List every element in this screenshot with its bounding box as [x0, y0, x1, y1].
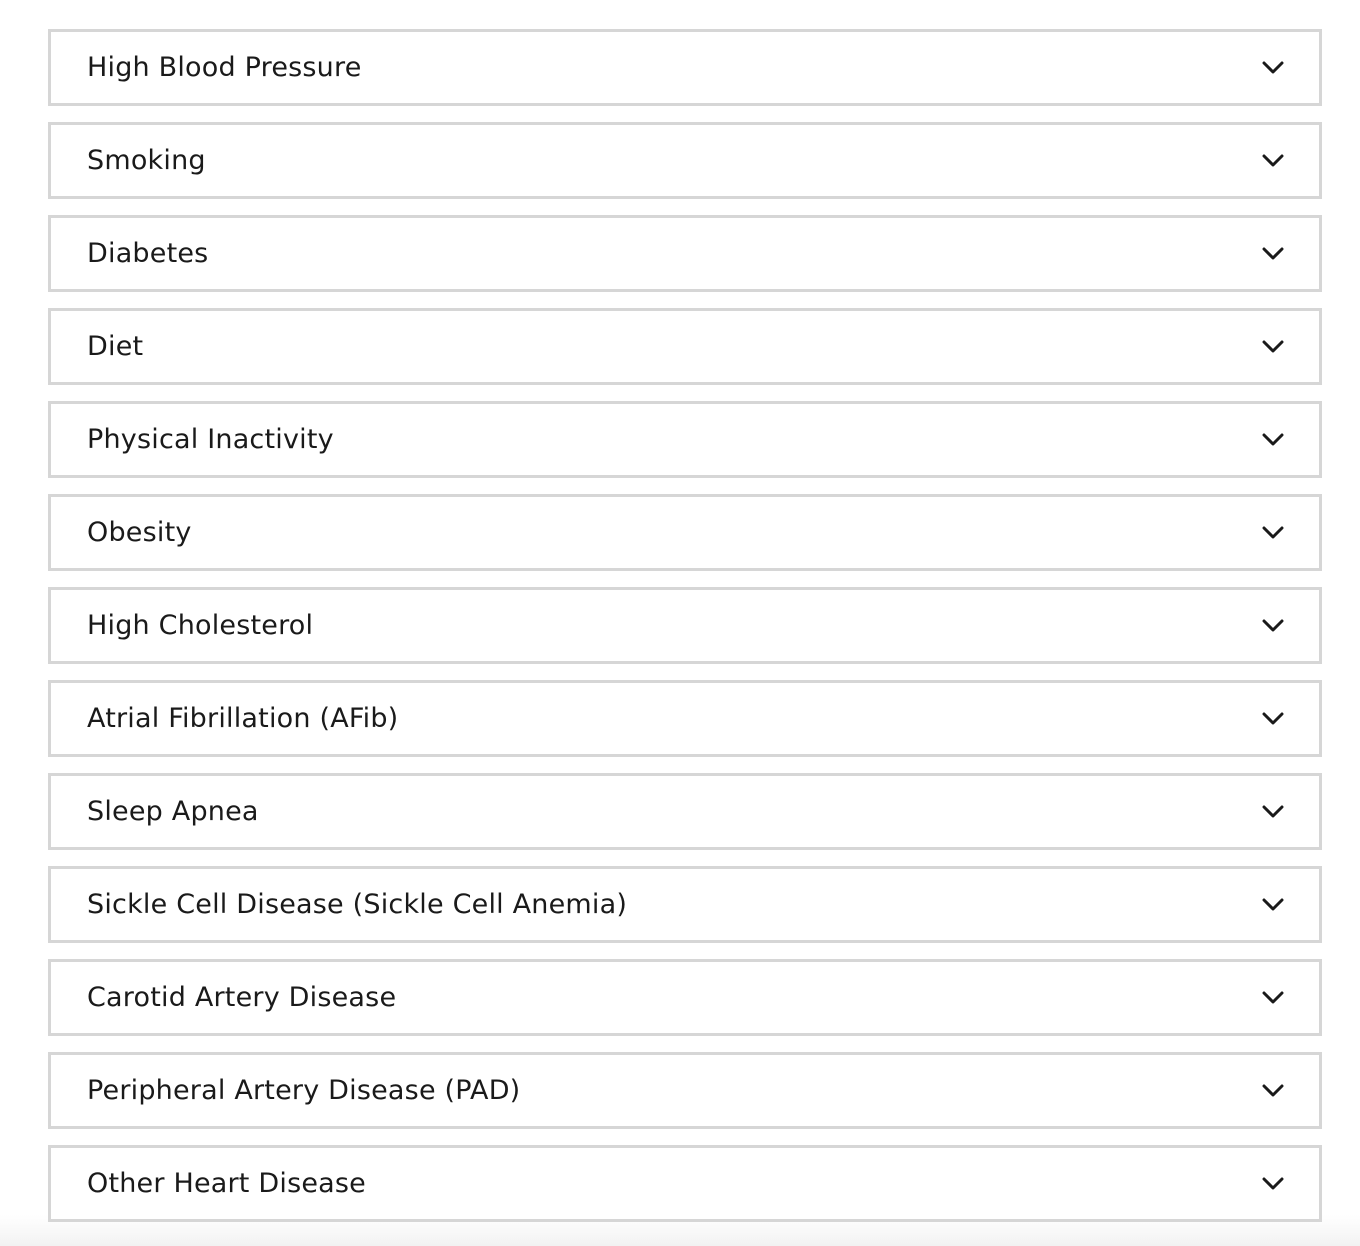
chevron-down-icon[interactable] [1257, 982, 1289, 1014]
accordion-item-diabetes[interactable] [48, 215, 1322, 292]
accordion-item-other-heart-disease[interactable] [48, 1145, 1322, 1222]
accordion-item-obesity[interactable] [48, 494, 1322, 571]
accordion-item-label: Other Heart Disease [87, 1168, 366, 1199]
accordion-item-label: Sleep Apnea [87, 796, 259, 827]
accordion-item-label: Sickle Cell Disease (Sickle Cell Anemia) [87, 889, 628, 920]
chevron-down-icon[interactable] [1257, 331, 1289, 363]
accordion-item-carotid-artery-disease[interactable] [48, 959, 1322, 1036]
accordion-item-peripheral-artery-disease[interactable] [48, 1052, 1322, 1129]
accordion-item-label: Carotid Artery Disease [87, 982, 397, 1013]
chevron-down-icon[interactable] [1257, 1075, 1289, 1107]
accordion-item-label: Diet [87, 331, 144, 362]
accordion-item-sleep-apnea[interactable] [48, 773, 1322, 850]
chevron-down-icon[interactable] [1257, 517, 1289, 549]
accordion-item-label: Smoking [87, 145, 206, 176]
accordion-item-atrial-fibrillation[interactable] [48, 680, 1322, 757]
accordion-item-label: Obesity [87, 517, 192, 548]
accordion-item-label: Atrial Fibrillation (AFib) [87, 703, 399, 734]
chevron-down-icon[interactable] [1257, 424, 1289, 456]
chevron-down-icon[interactable] [1257, 52, 1289, 84]
chevron-down-icon[interactable] [1257, 238, 1289, 270]
accordion-item-smoking[interactable] [48, 122, 1322, 199]
accordion-item-high-blood-pressure[interactable] [48, 29, 1322, 106]
chevron-down-icon[interactable] [1257, 145, 1289, 177]
chevron-down-icon[interactable] [1257, 796, 1289, 828]
accordion-item-label: Diabetes [87, 238, 209, 269]
accordion-item-label: Peripheral Artery Disease (PAD) [87, 1075, 521, 1106]
accordion-item-sickle-cell-disease[interactable] [48, 866, 1322, 943]
accordion-item-diet[interactable] [48, 308, 1322, 385]
chevron-down-icon[interactable] [1257, 703, 1289, 735]
accordion-item-label: Physical Inactivity [87, 424, 334, 455]
accordion-item-label: High Cholesterol [87, 610, 314, 641]
risk-factor-accordion [48, 29, 1322, 1238]
chevron-down-icon[interactable] [1257, 889, 1289, 921]
accordion-item-label: High Blood Pressure [87, 52, 362, 83]
accordion-item-physical-inactivity[interactable] [48, 401, 1322, 478]
chevron-down-icon[interactable] [1257, 1168, 1289, 1200]
chevron-down-icon[interactable] [1257, 610, 1289, 642]
accordion-item-high-cholesterol[interactable] [48, 587, 1322, 664]
